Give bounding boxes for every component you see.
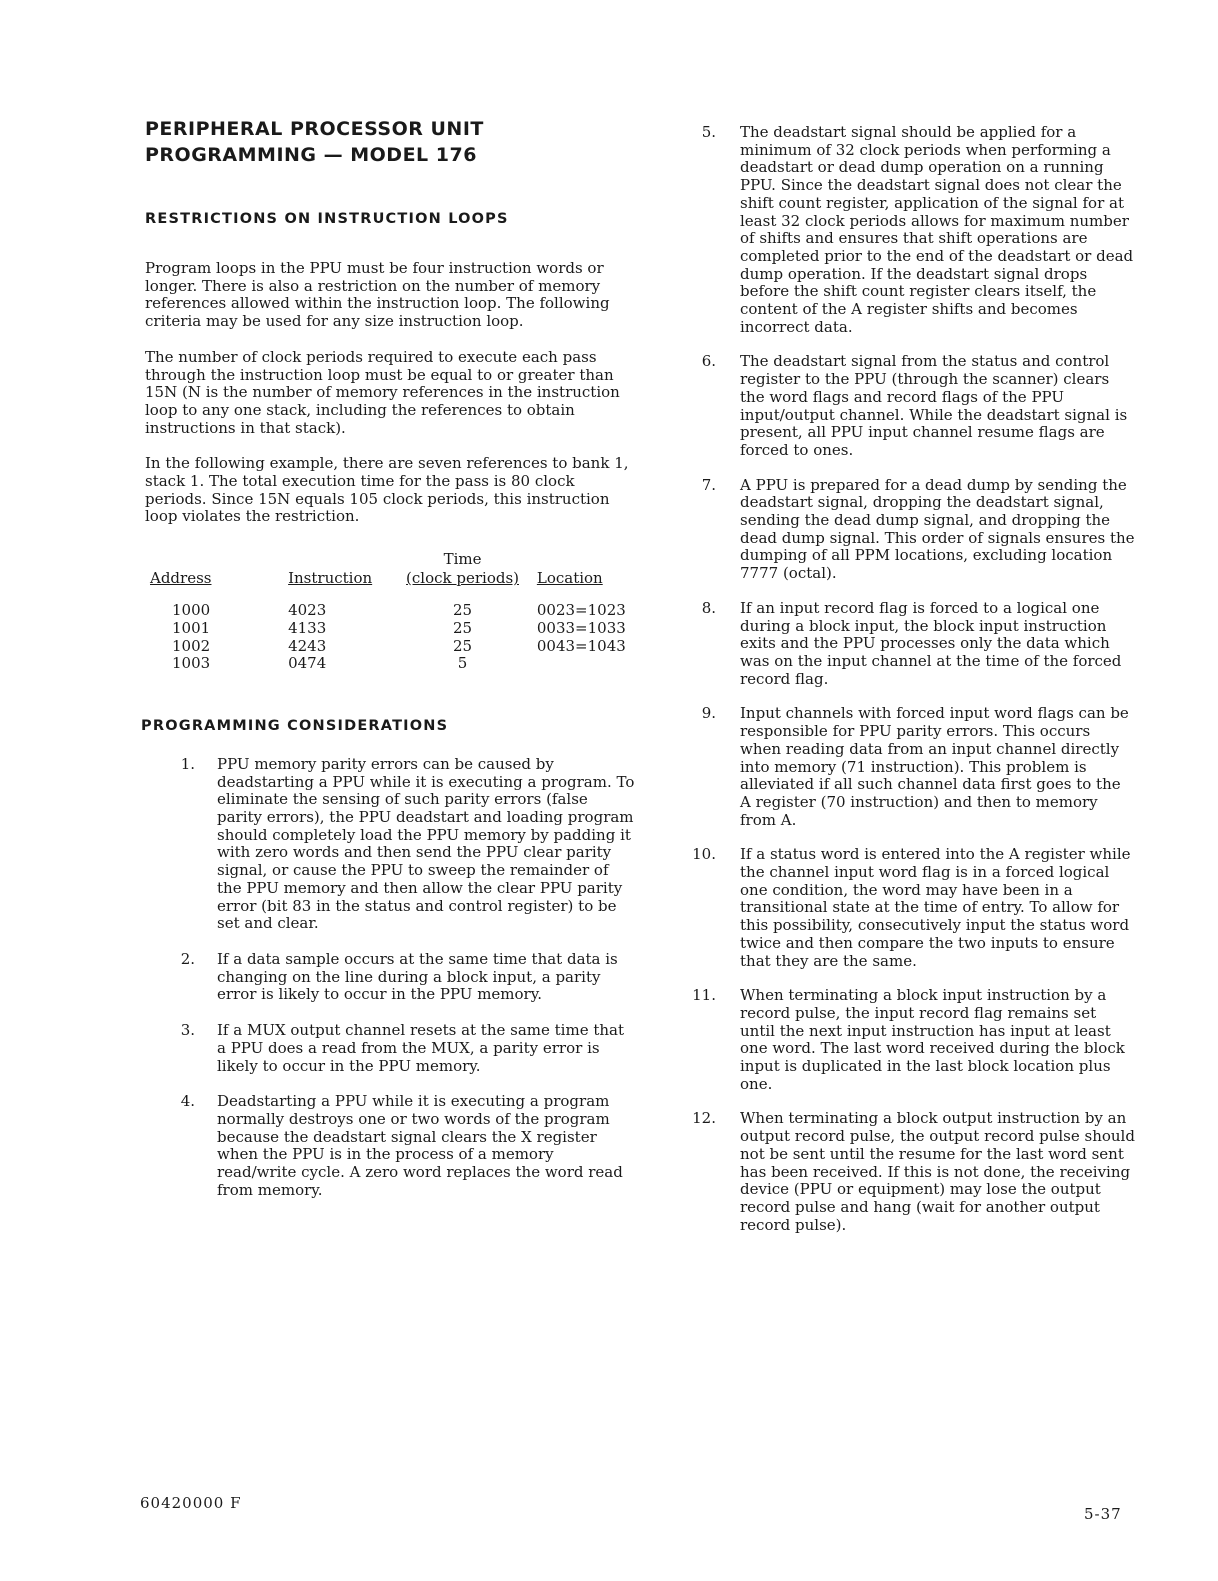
list-item bbox=[690, 353, 1135, 459]
table-row bbox=[150, 602, 635, 620]
list-item bbox=[690, 846, 1135, 970]
cell-address: 1002 bbox=[172, 636, 211, 655]
cell-location: 0023=1023 bbox=[536, 601, 626, 620]
table-row bbox=[150, 620, 635, 638]
restrictions-heading: RESTRICTIONS ON INSTRUCTION LOOPS bbox=[145, 211, 509, 227]
list-item bbox=[145, 1022, 635, 1075]
item-text: When terminating a block input instruction by a record pulse, the input record flag remains set until the next input instruction has input at least one word. The last word received during the block input is duplicated in the last block location plus one. bbox=[740, 986, 1125, 1093]
item-text: If a status word is entered into the A register while the channel input word flag is in a forced logical one condition, the word may have been in a transitional state at the time of entry. To allow for this possibility, consecutively input the status word twice and then compare the two inputs to ensure that they are the same. bbox=[740, 845, 1131, 970]
page-number: 5-37 bbox=[1084, 1505, 1122, 1523]
restrictions-paragraph-2: The number of clock periods required to execute each pass through the instruction loop must be equal to or greater than 15N (N is the number of memory references in the instruction loop to any one stack, including the references to obtain instructions in that stack). bbox=[145, 347, 620, 437]
list-item bbox=[690, 477, 1135, 583]
item-number: 12. bbox=[692, 1109, 716, 1128]
document-number: 60420000 F bbox=[140, 1494, 242, 1512]
page-title bbox=[145, 116, 635, 168]
right-column bbox=[690, 124, 1135, 1234]
list-item bbox=[145, 1093, 635, 1199]
restrictions-paragraph-1: Program loops in the PPU must be four instruction words or longer. There is also a restriction on the number of memory references allowed within the instruction loop. The following criteria may be used for any size instruction loop. bbox=[145, 259, 610, 331]
item-text: A PPU is prepared for a dead dump by sending the deadstart signal, dropping the deadstart signal, sending the dead dump signal, and dropping the dead dump signal. This order of signals ensures the dumping of all PPM locations, excluding location 7777 (octal). bbox=[740, 475, 1135, 583]
item-text: If a data sample occurs at the same time that data is changing on the line during a block input, a parity error is likely to occur in the PPU memory. bbox=[217, 949, 618, 1004]
header-address: Address bbox=[150, 569, 212, 588]
cell-instruction: 4133 bbox=[288, 618, 327, 637]
considerations-list-left bbox=[145, 756, 635, 1199]
list-item bbox=[145, 951, 635, 1004]
list-item bbox=[690, 124, 1135, 336]
cell-time: 25 bbox=[452, 636, 473, 655]
considerations-heading: PROGRAMMING CONSIDERATIONS bbox=[141, 717, 449, 734]
cell-instruction: 4243 bbox=[288, 636, 327, 655]
cell-instruction: 0474 bbox=[288, 654, 327, 673]
item-number: 10. bbox=[692, 845, 716, 864]
cell-time: 25 bbox=[452, 601, 473, 620]
item-number: 2. bbox=[180, 949, 195, 968]
item-number: 3. bbox=[180, 1021, 195, 1040]
item-text: Deadstarting a PPU while it is executing a program normally destroys one or two words of the program because the deadstart signal clears the X register when the PPU is in the process of a memory read/write cycle. A zero word replaces the word read from memory. bbox=[217, 1092, 623, 1199]
left-column bbox=[141, 116, 635, 1199]
item-text: When terminating a block output instruction by an output record pulse, the output record pulse should not be sent until the resume for the last word sent has been received. If this is not done, the receiving device (PPU or equipment) may lose the output record pulse and hang (wait for another output record pulse). bbox=[740, 1109, 1135, 1234]
cell-address: 1000 bbox=[172, 601, 211, 620]
table-row bbox=[150, 655, 635, 673]
table-row bbox=[150, 638, 635, 656]
instruction-loop-table bbox=[150, 550, 635, 673]
header-instruction: Instruction bbox=[288, 569, 373, 588]
item-number: 5. bbox=[701, 123, 716, 141]
item-text: PPU memory parity errors can be caused by deadstarting a PPU while it is executing a program. To eliminate the sensing of such parity errors (false parity errors), the PPU deadstart and loading program should completely load the PPU memory by padding it with zero words and then send the PPU clear parity signal, or cause the PPU to sweep the remainder of the PPU memory and then allow the clear PPU parity error (bit 83 in the status and control register) to be set and clear. bbox=[217, 754, 635, 933]
item-number: 6. bbox=[701, 352, 716, 371]
cell-instruction: 4023 bbox=[288, 601, 327, 620]
item-text: Input channels with forced input word flags can be responsible for PPU parity errors. This occurs when reading data from an input channel directly into memory (71 instruction). This problem is alleviated if all such channel data first goes to the A register (70 instruction) and then to memory from A. bbox=[740, 704, 1129, 829]
item-number: 8. bbox=[701, 598, 716, 617]
item-number: 9. bbox=[701, 704, 716, 723]
cell-address: 1003 bbox=[172, 654, 211, 673]
cell-time: 5 bbox=[457, 654, 468, 673]
list-item bbox=[145, 756, 635, 933]
cell-location bbox=[529, 655, 635, 673]
list-item bbox=[690, 705, 1135, 829]
item-text: The deadstart signal should be applied for a minimum of 32 clock periods when performing a deadstart or dead dump operation on a running PPU. Since the deadstart signal does not clear the shift count register, application of the signal for at least 32 clock periods allows for maximum number of shifts and ensures that shift operations are completed prior to the end of the deadstart or dead dump operation. If the deadstart signal drops before the shift count register clears itself, the content of the A register shifts and becomes incorrect data. bbox=[740, 123, 1134, 336]
title-line-1: PERIPHERAL PROCESSOR UNIT bbox=[145, 118, 484, 140]
cell-location: 0043=1043 bbox=[536, 636, 626, 655]
item-text: If an input record flag is forced to a logical one during a block input, the block input instruction exits and the PPU processes only the data which was on the input channel at the time of the forced record flag. bbox=[740, 598, 1122, 688]
item-number: 1. bbox=[180, 754, 195, 773]
item-number: 7. bbox=[701, 475, 716, 494]
list-item bbox=[690, 987, 1135, 1093]
header-clock-periods: (clock periods) bbox=[406, 569, 519, 588]
header-location: Location bbox=[536, 569, 603, 588]
cell-address: 1001 bbox=[172, 618, 211, 637]
header-time: Time bbox=[443, 550, 482, 569]
cell-location: 0033=1033 bbox=[536, 618, 626, 637]
item-number: 11. bbox=[692, 986, 716, 1005]
item-text: If a MUX output channel resets at the same time that a PPU does a read from the MUX, a parity error is likely to occur in the PPU memory. bbox=[217, 1021, 624, 1075]
list-item bbox=[690, 600, 1135, 689]
restrictions-paragraph-3: In the following example, there are seven references to bank 1, stack 1. The total execution time for the pass is 80 clock periods. Since 15N equals 105 clock periods, this instruction loop violates the restriction. bbox=[145, 454, 629, 526]
list-item bbox=[690, 1110, 1135, 1234]
item-text: The deadstart signal from the status and control register to the PPU (through the scanner) clears the word flags and record flags of the PPU input/output channel. While the deadstart signal is present, all PPU input channel resume flags are forced to ones. bbox=[740, 352, 1128, 459]
cell-time: 25 bbox=[452, 618, 473, 637]
item-number: 4. bbox=[180, 1092, 195, 1111]
title-line-2: PROGRAMMING — MODEL 176 bbox=[145, 144, 477, 166]
